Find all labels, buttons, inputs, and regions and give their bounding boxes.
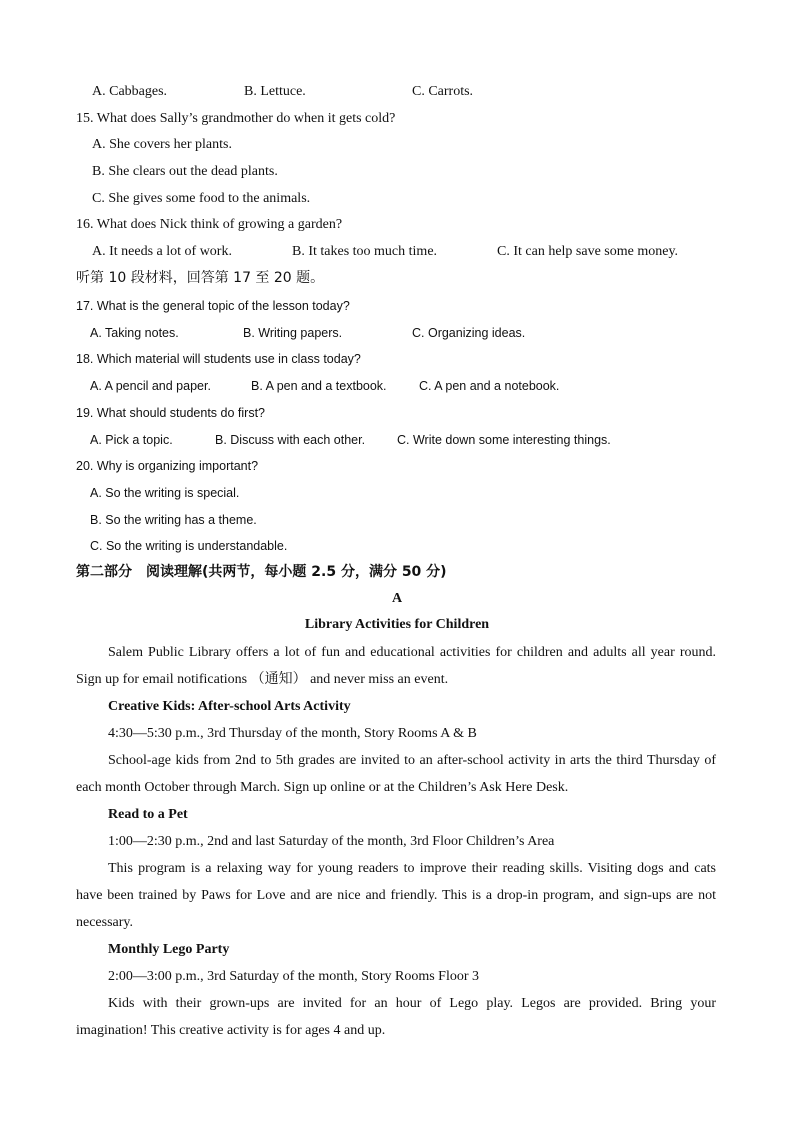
passage-letter: A bbox=[391, 591, 403, 606]
q14-option-a: A. Cabbages. bbox=[92, 84, 168, 99]
q14-option-b: B. Lettuce. bbox=[244, 84, 306, 99]
activity-2-name: Read to a Pet bbox=[108, 807, 188, 822]
q16-stem: 16. What does Nick think of growing a garden? bbox=[76, 217, 343, 232]
activity-1-desc: School-age kids from 2nd to 5th grades are invited to an after-school activity in arts the third Thursday of each month October through March. Sign up online or at the Children’s Ask Here Desk. bbox=[76, 753, 716, 795]
q19-stem: 19. What should students do first? bbox=[76, 406, 265, 420]
activity-2-time: 1:00—2:30 p.m., 2nd and last Saturday of the month, 3rd Floor Children’s Area bbox=[108, 834, 555, 849]
activity-3-time: 2:00—3:00 p.m., 3rd Saturday of the month, Story Rooms Floor 3 bbox=[108, 969, 479, 984]
q19-option-a: A. Pick a topic. bbox=[90, 433, 173, 447]
q15-option-a: A. She covers her plants. bbox=[92, 137, 232, 152]
activity-1-time: 4:30—5:30 p.m., 3rd Thursday of the month, Story Rooms A & B bbox=[108, 726, 477, 741]
q19-option-b: B. Discuss with each other. bbox=[215, 433, 366, 447]
q20-stem: 20. Why is organizing important? bbox=[76, 459, 259, 473]
q18-option-b: B. A pen and a textbook. bbox=[251, 379, 387, 393]
part-two-heading: 第二部分 阅读理解(共两节，每小题 2.5 分，满分 50 分) bbox=[76, 564, 447, 580]
q18-option-a: A. A pencil and paper. bbox=[90, 379, 211, 393]
q19-option-c: C. Write down some interesting things. bbox=[397, 433, 611, 447]
q17-option-a: A. Taking notes. bbox=[90, 326, 179, 340]
q15-option-c: C. She gives some food to the animals. bbox=[92, 191, 311, 206]
q20-option-b: B. So the writing has a theme. bbox=[90, 513, 257, 527]
q17-option-b: B. Writing papers. bbox=[243, 326, 343, 340]
q16-option-c: C. It can help save some money. bbox=[497, 244, 679, 259]
activity-2-desc: This program is a relaxing way for young readers to improve their reading skills. Visiting dogs and cats have been trained by Paws for Love and are nice and friendly. This is a drop-in program, and sign-ups are not necessary. bbox=[76, 861, 716, 930]
q15-stem: 15. What does Sally’s grandmother do when it gets cold? bbox=[76, 111, 396, 126]
q20-option-a: A. So the writing is special. bbox=[90, 486, 240, 500]
q20-option-c: C. So the writing is understandable. bbox=[90, 539, 288, 553]
q18-option-c: C. A pen and a notebook. bbox=[419, 379, 560, 393]
q17-stem: 17. What is the general topic of the lesson today? bbox=[76, 299, 350, 313]
passage-body bbox=[76, 639, 716, 1044]
intro-paragraph: Salem Public Library offers a lot of fun and educational activities for children and adults all year round. Sign up for email notifications （通知） and never miss an event. bbox=[76, 645, 716, 687]
q16-option-a: A. It needs a lot of work. bbox=[92, 244, 232, 259]
section-10-intro: 听第 10 段材料，回答第 17 至 20 题。 bbox=[76, 270, 325, 286]
activity-3-desc: Kids with their grown-ups are invited for an hour of Lego play. Legos are provided. Bring your imagination! This creative activity is for ages 4 and up. bbox=[76, 996, 716, 1038]
activity-1-name: Creative Kids: After-school Arts Activity bbox=[108, 699, 351, 714]
q16-option-b: B. It takes too much time. bbox=[292, 244, 438, 259]
q17-option-c: C. Organizing ideas. bbox=[412, 326, 526, 340]
activity-3-name: Monthly Lego Party bbox=[108, 942, 230, 957]
q14-option-c: C. Carrots. bbox=[412, 84, 474, 99]
passage-title: Library Activities for Children bbox=[304, 617, 490, 632]
q15-option-b: B. She clears out the dead plants. bbox=[92, 164, 278, 179]
q18-stem: 18. Which material will students use in class today? bbox=[76, 352, 361, 366]
